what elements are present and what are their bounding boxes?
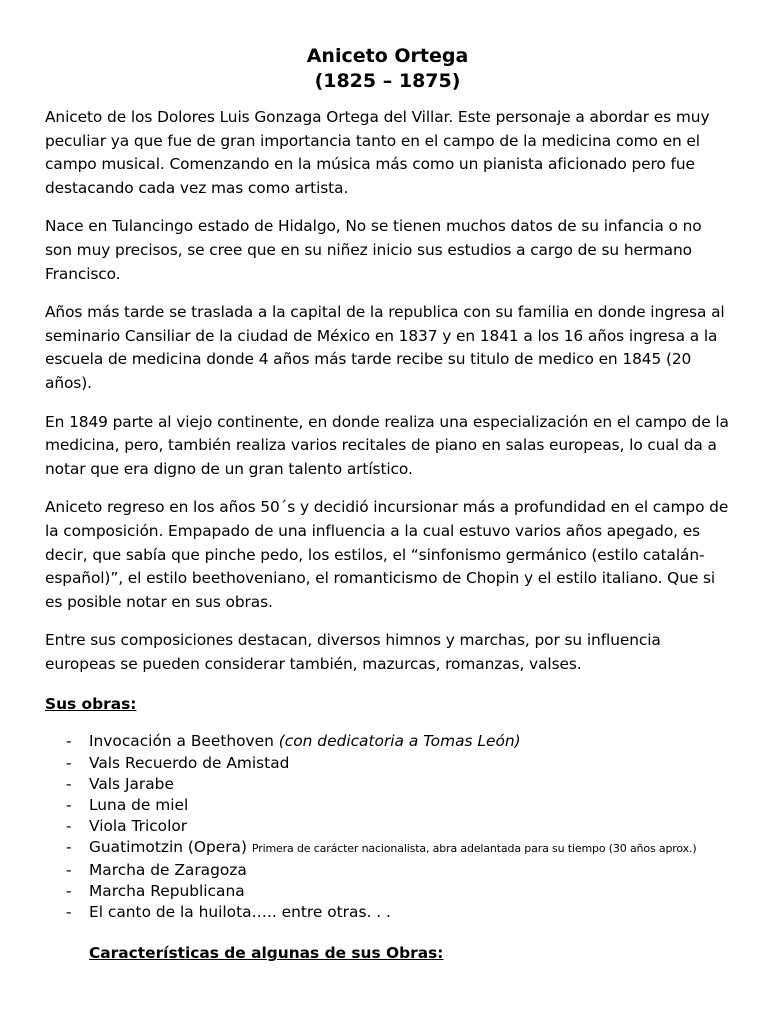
work-list-item <box>45 881 730 902</box>
list-dash: - <box>66 817 72 836</box>
work-list-item <box>45 731 730 752</box>
document-title <box>45 0 730 94</box>
list-dash: - <box>66 732 72 751</box>
work-note: Primera de carácter nacionalista, abra adelantada para su tiempo (30 años aprox.) <box>251 842 697 856</box>
list-dash: - <box>66 753 72 772</box>
work-title: Vals Jarabe <box>89 774 174 793</box>
work-list-item <box>45 902 730 923</box>
work-title: Viola Tricolor <box>89 817 188 836</box>
list-dash: - <box>66 860 72 879</box>
work-list-item <box>45 753 730 774</box>
work-title: El canto de la huilota….. entre otras. . . <box>89 903 391 922</box>
work-title: Luna de miel <box>89 796 189 815</box>
list-dash: - <box>66 796 72 815</box>
works-list <box>45 731 730 923</box>
list-dash: - <box>66 774 72 793</box>
work-list-item <box>45 774 730 795</box>
paragraph-intro: Aniceto de los Dolores Luis Gonzaga Ortega del Villar. Este personaje a abordar es muy peculiar ya que fue de gran importancia tanto en el campo de la medicina como en el campo musical. Comenzando en la música más como un pianista aficionado pero fue destacando cada vez mas como artista. <box>45 108 710 197</box>
work-list-item <box>45 795 730 816</box>
work-title: Guatimotzin (Opera) <box>89 838 247 857</box>
works-heading: Sus obras: <box>45 695 137 714</box>
list-dash: - <box>66 881 72 900</box>
list-dash: - <box>66 838 72 857</box>
work-title: Marcha de Zaragoza <box>89 860 247 879</box>
list-dash: - <box>66 903 72 922</box>
title-name: Aniceto Ortega <box>306 45 469 67</box>
work-dedication: (con dedicatoria a Tomas León) <box>278 732 521 751</box>
paragraph-birth: Nace en Tulancingo estado de Hidalgo, No se tienen muchos datos de su infancia o no son muy precisos, se cree que en su niñez inicio sus estudios a cargo de su hermano Francisco. <box>45 217 702 283</box>
work-list-item <box>45 837 730 859</box>
paragraph-education: Años más tarde se traslada a la capital de la republica con su familia en donde ingresa al seminario Cansiliar de la ciudad de México en 1837 y en 1841 a los 16 años ingresa a la escuela de medicina donde 4 años más tarde recibe su titulo de medico en 1845 (20 años). <box>45 303 725 392</box>
document-page <box>45 0 730 964</box>
paragraph-europe: En 1849 parte al viejo continente, en donde realiza una especialización en el campo de la medicina, pero, también realiza varios recitales de piano en salas europeas, lo cual da a notar que era digno de un gran talento artístico. <box>45 412 729 478</box>
work-list-item <box>45 816 730 837</box>
paragraph-compositions-list: Entre sus composiciones destacan, diversos himnos y marchas, por su influencia europeas se pueden considerar también, mazurcas, romanzas, valses. <box>45 631 661 673</box>
paragraph-composition: Aniceto regreso en los años 50´s y decidió incursionar más a profundidad en el campo de la composición. Empapado de una influencia a la cual estuvo varios años apegado, es decir, que sabía que pinche pedo, los estilos, el “sinfonismo germánico (estilo catalán- español)”, el estilo beethoveniano, el romanticismo de Chopin y el estilo italiano. Que si es posible notar en sus obras. <box>45 498 729 611</box>
characteristics-heading: Características de algunas de sus Obras: <box>89 944 444 963</box>
work-title: Marcha Republicana <box>89 881 245 900</box>
work-list-item <box>45 860 730 881</box>
work-title: Invocación a Beethoven <box>89 732 274 751</box>
title-years: (1825 – 1875) <box>314 70 461 92</box>
work-title: Vals Recuerdo de Amistad <box>89 753 290 772</box>
